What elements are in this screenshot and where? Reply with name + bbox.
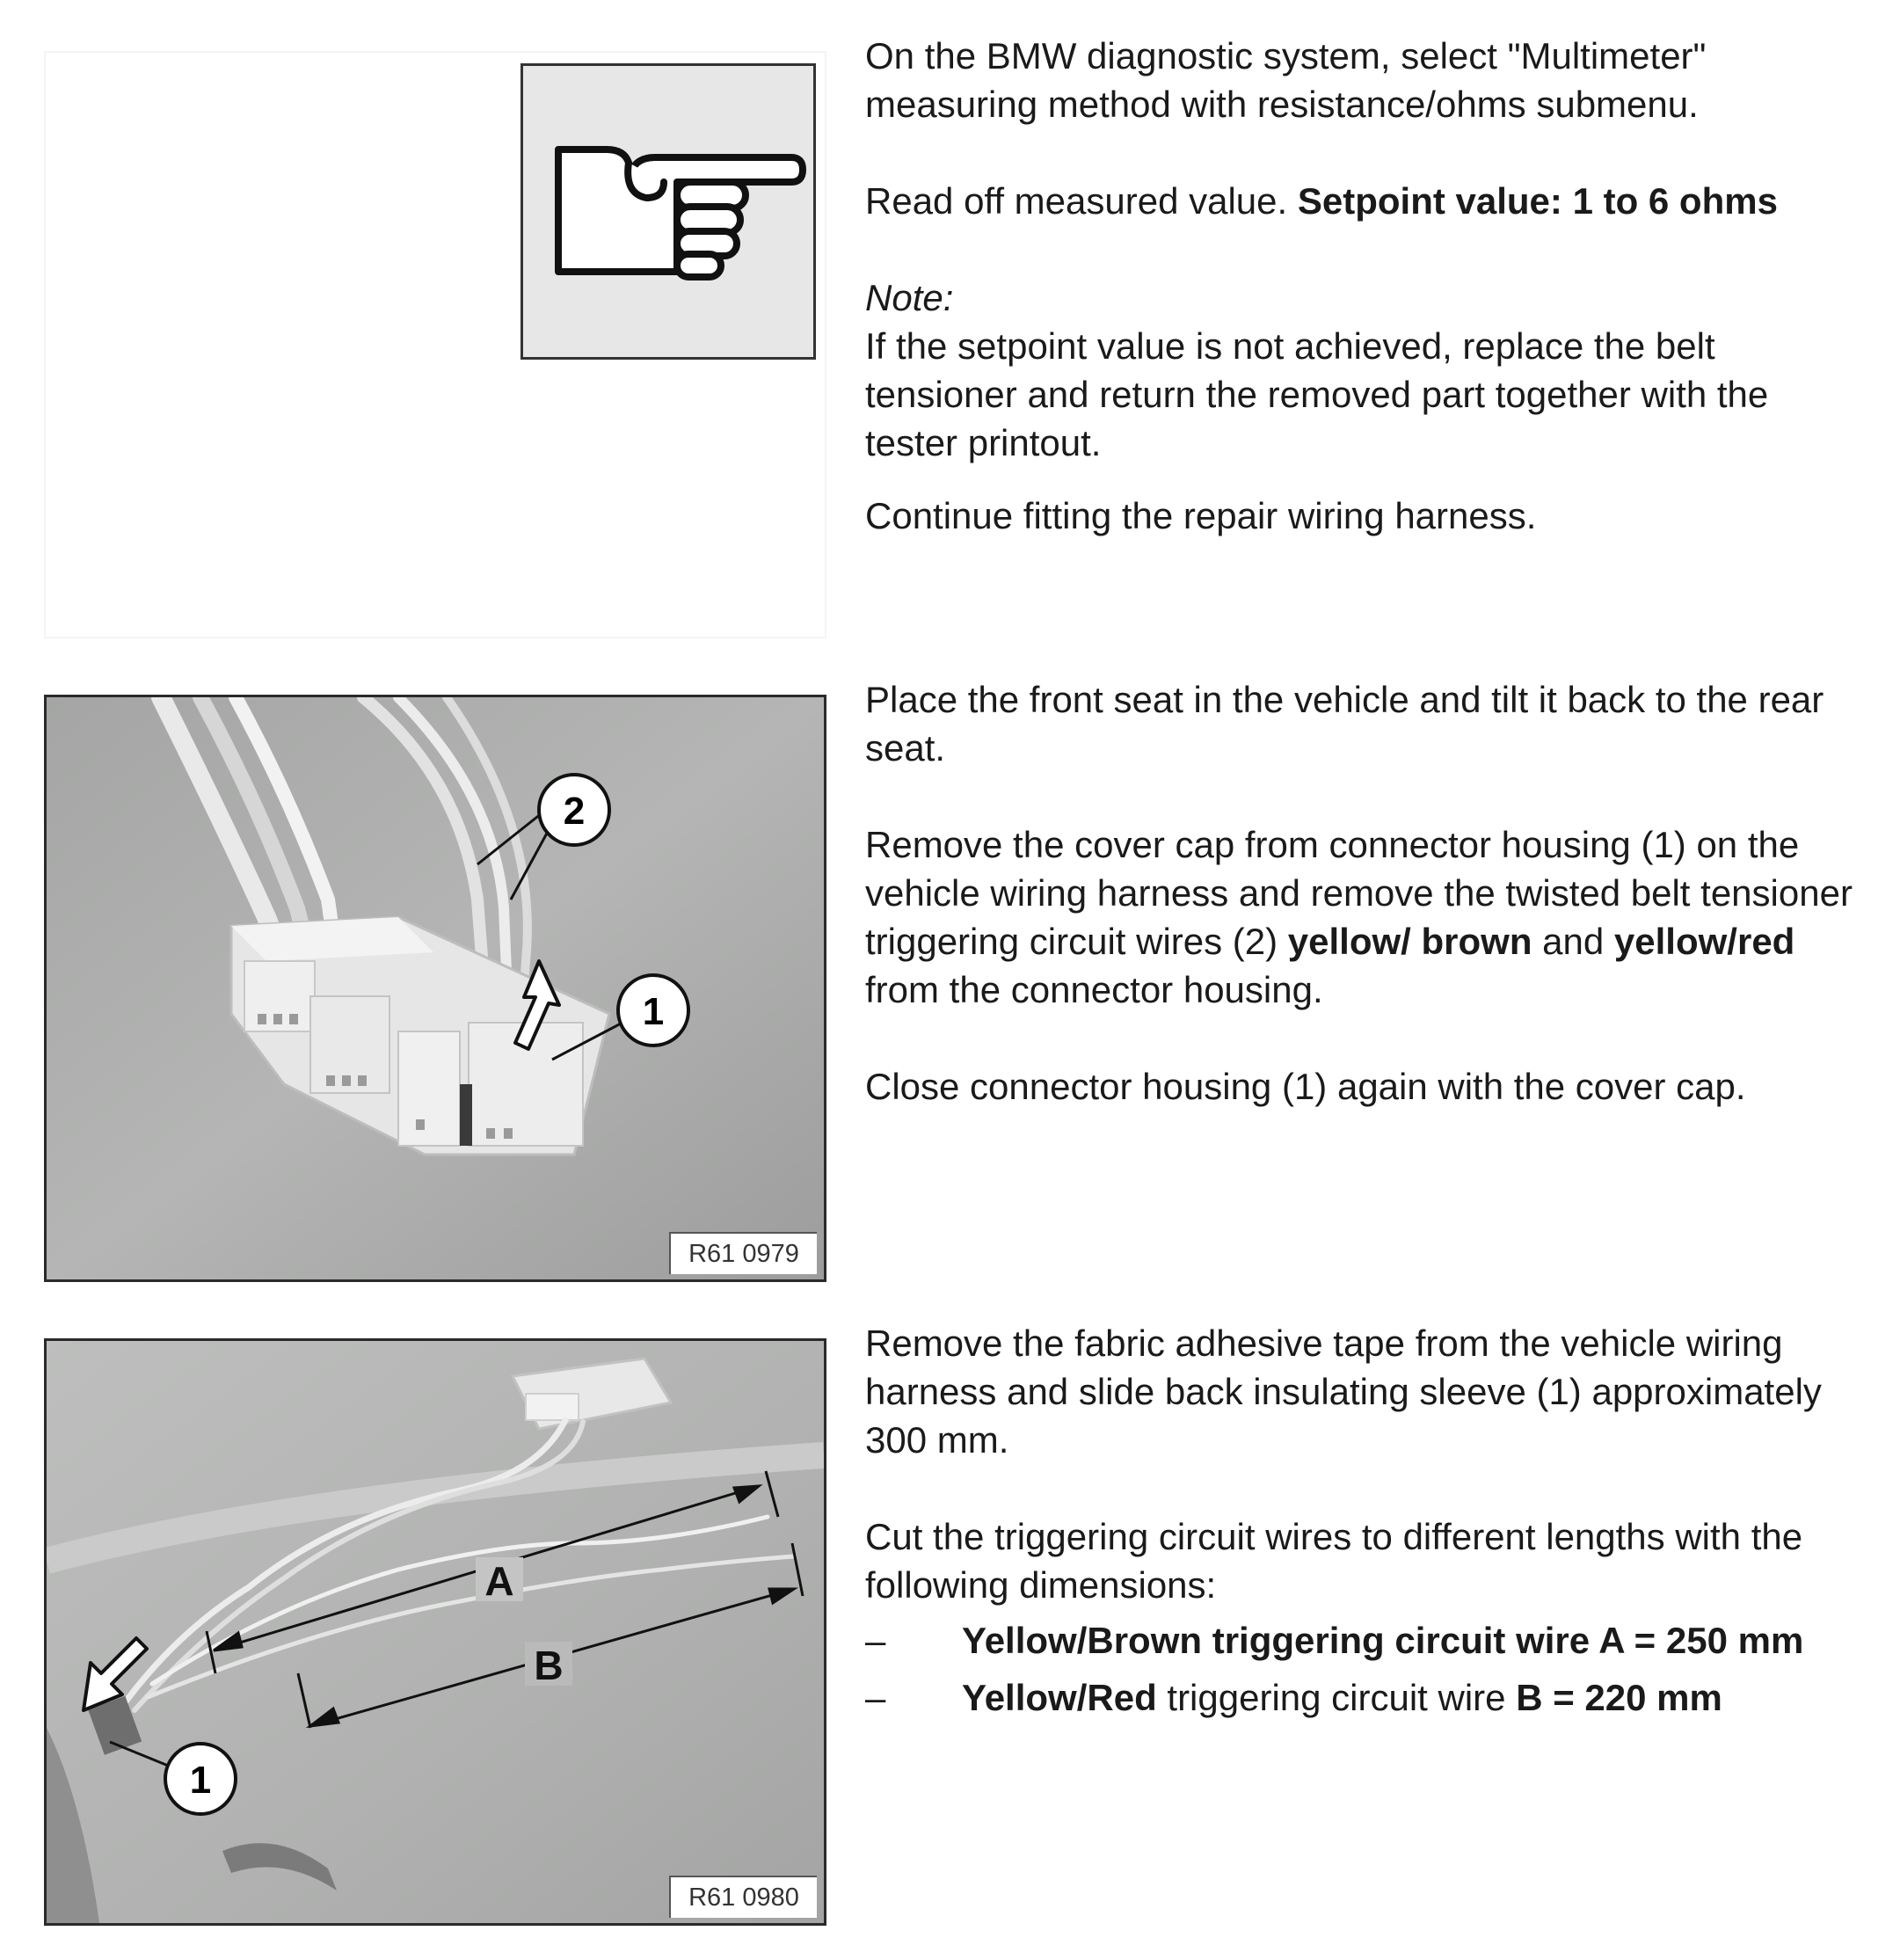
list-dash: – bbox=[865, 1620, 886, 1661]
wire-b-color: Yellow/Red bbox=[962, 1677, 1157, 1718]
callout-1-circle bbox=[165, 1744, 236, 1814]
continue-instruction: Continue fitting the repair wiring harness. bbox=[865, 495, 1537, 536]
connector-photo bbox=[47, 697, 824, 1279]
dimension-a-label: A bbox=[484, 1558, 514, 1604]
figure-connector-housing bbox=[44, 695, 826, 1282]
note-label: Note: bbox=[865, 277, 954, 318]
read-value-instruction bbox=[865, 177, 1867, 225]
note-text: If the setpoint value is not achieved, replace the belt tensioner and return the removed part together with the tester printout. bbox=[865, 325, 1769, 463]
close-housing-instruction: Close connector housing (1) again with the cover cap. bbox=[865, 1066, 1746, 1107]
callout-2-label: 2 bbox=[563, 790, 586, 833]
section-1-text bbox=[865, 32, 1867, 540]
wire-color-yellow-red: yellow/red bbox=[1613, 921, 1795, 962]
callout-1-label: 1 bbox=[189, 1759, 212, 1802]
figure-wire-lengths bbox=[44, 1338, 826, 1926]
wire-length-list bbox=[865, 1616, 1867, 1722]
list-item bbox=[865, 1616, 1867, 1665]
callout-1-circle bbox=[618, 975, 688, 1046]
list-item bbox=[865, 1673, 1867, 1722]
note-icon-box bbox=[520, 63, 816, 360]
wire-a-dimension: Yellow/Brown triggering circuit wire A = 250 mm bbox=[962, 1620, 1804, 1661]
wire-b-text: triggering circuit wire bbox=[1156, 1677, 1517, 1718]
section-3-text bbox=[865, 1319, 1867, 1722]
adhesive-tape-instruction: Remove the fabric adhesive tape from the vehicle wiring harness and slide back insulating sleeve (1) approximately 300 mm. bbox=[865, 1322, 1822, 1461]
cut-wires-instruction: Cut the triggering circuit wires to different lengths with the following dimensions: bbox=[865, 1516, 1803, 1606]
conjunction-text: and bbox=[1532, 921, 1614, 962]
callout-1-label: 1 bbox=[642, 990, 665, 1033]
read-value-text: Read off measured value. bbox=[865, 180, 1298, 222]
callout-2-circle bbox=[539, 775, 609, 845]
dimension-b-label: B bbox=[534, 1643, 564, 1688]
wire-color-yellow-brown: yellow/ brown bbox=[1287, 921, 1532, 962]
wire-b-dimension: B = 220 mm bbox=[1516, 1677, 1722, 1718]
list-dash: – bbox=[865, 1677, 886, 1718]
cover-cap-text: Remove the cover cap from connector housing (1) on the vehicle wiring harness and remove the twisted belt tensioner triggering circuit wires (2) bbox=[865, 824, 1853, 962]
cover-cap-text-end: from the connector housing. bbox=[865, 969, 1323, 1010]
setpoint-value: Setpoint value: 1 to 6 ohms bbox=[1297, 180, 1778, 222]
instruction-panel-1 bbox=[44, 51, 826, 638]
section-2-text bbox=[865, 675, 1867, 1111]
cover-cap-instruction bbox=[865, 820, 1867, 1014]
figure-reference: R61 0980 bbox=[669, 1876, 817, 1918]
wire-length-photo bbox=[47, 1341, 824, 1923]
multimeter-instruction: On the BMW diagnostic system, select "Multimeter" measuring method with resistance/ohms submenu. bbox=[865, 35, 1707, 125]
figure-reference: R61 0979 bbox=[669, 1232, 817, 1274]
seat-instruction: Place the front seat in the vehicle and tilt it back to the rear seat. bbox=[865, 679, 1824, 769]
pointing-hand-icon bbox=[523, 66, 813, 357]
